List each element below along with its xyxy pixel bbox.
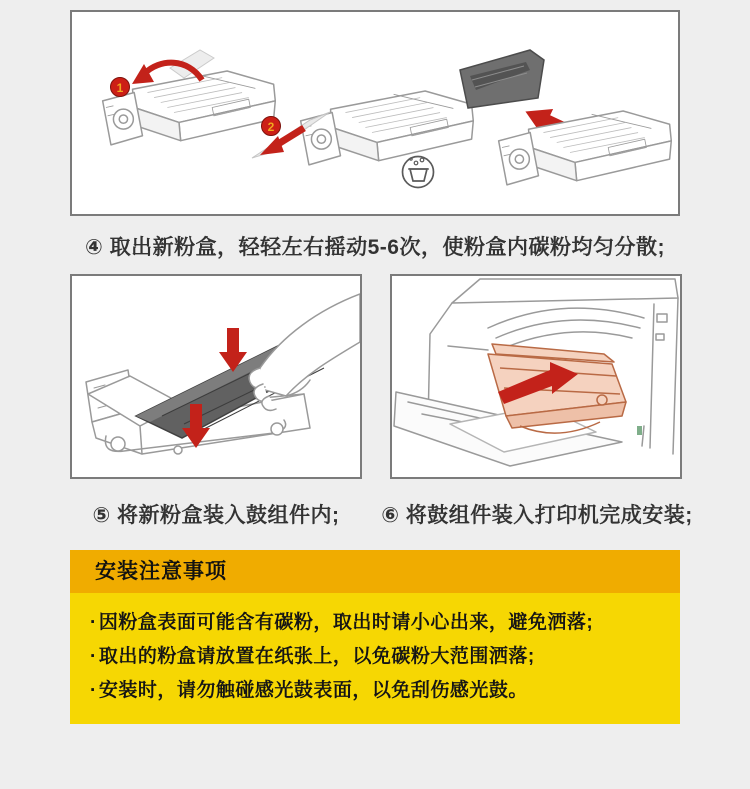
red-arrow-shaft <box>278 128 304 144</box>
figure-insert-toner-into-drum <box>70 274 362 479</box>
unboxing-illustration <box>72 12 678 214</box>
bullet-marker: · <box>90 680 97 701</box>
step-1-badge <box>111 78 130 97</box>
svg-text:1: 1 <box>116 81 124 95</box>
notice-title: 安装注意事项 <box>70 550 680 593</box>
cover-removal-art <box>460 50 671 185</box>
notice-item-text: 因粉盒表面可能含有碳粉，取出时请小心出来，避免洒落; <box>98 612 594 633</box>
cartridge-step1-art <box>103 50 276 145</box>
installation-notice-panel <box>70 550 680 724</box>
caption-step-5: ⑤ 将新粉盒装入鼓组件内; <box>92 504 340 527</box>
caption-step-4: ④ 取出新粉盒，轻轻左右摇动5-6次，使粉盒内碳粉均匀分散; <box>85 236 665 259</box>
notice-item-text: 取出的粉盒请放置在纸张上，以免碳粉大范围洒落; <box>98 646 535 667</box>
dispose-icon <box>403 157 434 188</box>
cartridge-step2-art <box>252 91 473 165</box>
notice-item-text: 安装时，请勿触碰感光鼓表面，以免刮伤感光鼓。 <box>98 680 528 701</box>
notice-item <box>90 640 660 674</box>
insert-drum-illustration <box>392 276 680 477</box>
bullet-marker: · <box>90 646 97 667</box>
notice-item <box>90 674 660 708</box>
bullet-marker: · <box>90 612 97 633</box>
caption-step-6: ⑥ 将鼓组件装入打印机完成安装; <box>381 504 693 527</box>
notice-body <box>70 593 680 724</box>
figure-insert-drum-into-printer <box>390 274 682 479</box>
step-2-badge <box>262 117 281 136</box>
notice-item <box>90 606 660 640</box>
insert-toner-illustration <box>72 276 360 477</box>
svg-text:2: 2 <box>267 120 275 134</box>
figure-unboxing-steps <box>70 10 680 216</box>
